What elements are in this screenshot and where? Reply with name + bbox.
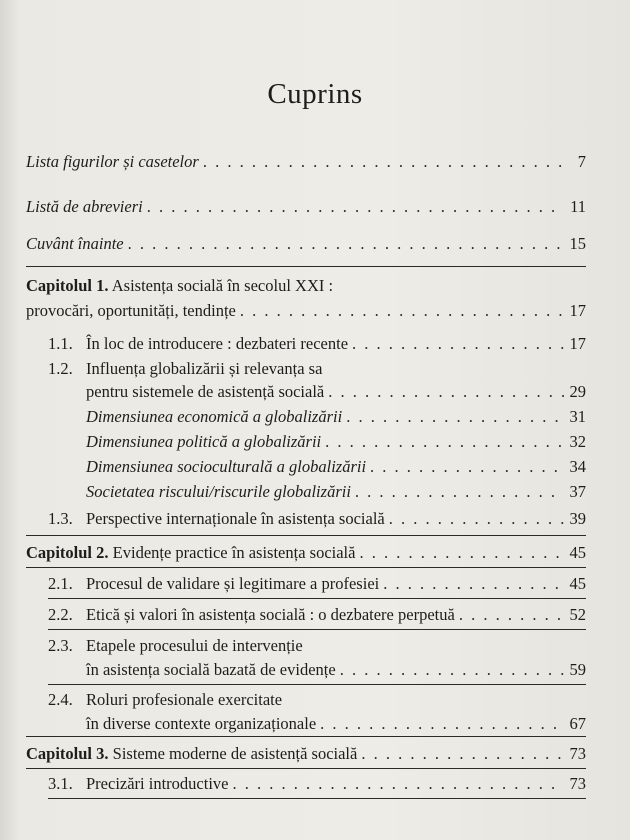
- toc-page-number: 73: [569, 744, 586, 763]
- section-label: Roluri profesionale exercitate: [86, 690, 283, 709]
- section-number: 2.2.: [48, 605, 73, 624]
- subsection-label: Dimensiunea politică a globalizării: [86, 432, 322, 451]
- toc-entry-foreword[interactable]: [26, 234, 586, 254]
- page-title: Cuprins: [267, 78, 363, 110]
- leader-dots: [361, 744, 564, 764]
- toc-entry-label: Listă de abrevieri: [26, 197, 143, 216]
- section-divider: [26, 266, 586, 267]
- chapter-2-heading[interactable]: [26, 543, 586, 563]
- toc-page-number: 39: [569, 509, 586, 528]
- leader-dots: [355, 482, 564, 502]
- section-label: pentru sistemele de asistență socială: [86, 382, 325, 401]
- leader-dots: [128, 234, 564, 254]
- subsection-label: Societatea riscului/riscurile globalizării: [86, 482, 351, 501]
- section-label: Procesul de validare și legitimare a profesiei: [86, 574, 380, 593]
- section-label: În loc de introducere : dezbateri recente: [86, 334, 349, 353]
- section-divider: [26, 567, 586, 568]
- chapter-label: Capitolul 3.: [26, 744, 109, 763]
- toc-entry-abbreviations[interactable]: [26, 197, 586, 217]
- chapter-label: Capitolul 1.: [26, 276, 109, 295]
- section-divider: [26, 736, 586, 737]
- toc-entry-label: Lista figurilor și casetelor: [26, 152, 199, 171]
- leader-dots: [325, 432, 564, 452]
- section-number: 2.3.: [48, 636, 73, 655]
- toc-subsection-economic[interactable]: [86, 407, 586, 427]
- toc-entry-figures[interactable]: [26, 152, 586, 172]
- toc-section-2-1[interactable]: [48, 574, 586, 594]
- chapter-title: Sisteme moderne de asistență socială: [112, 744, 358, 763]
- leader-dots: [240, 301, 564, 321]
- chapter-title: provocări, oportunități, tendințe: [26, 301, 236, 320]
- section-number: 2.4.: [48, 690, 73, 709]
- toc-page-number: 31: [569, 407, 586, 426]
- section-label: Etică și valori în asistența socială : o dezbatere perpetuă: [86, 605, 455, 624]
- toc-section-2-2[interactable]: [48, 605, 586, 625]
- chapter-3-heading[interactable]: [26, 744, 586, 764]
- section-divider: [48, 798, 586, 799]
- leader-dots: [346, 407, 564, 427]
- toc-page-number: 11: [570, 197, 586, 216]
- chapter-title: Asistența socială în secolul XXI :: [111, 276, 334, 295]
- section-label: în asistența socială bazată de evidențe: [86, 660, 336, 679]
- toc-section-2-3-line2[interactable]: [86, 660, 586, 680]
- chapter-1-heading[interactable]: [26, 276, 333, 296]
- toc-page-number: 32: [569, 432, 586, 451]
- toc-subsection-sociocultural[interactable]: [86, 457, 586, 477]
- toc-page-number: 29: [569, 382, 586, 401]
- section-divider: [26, 768, 586, 769]
- toc-page-number: 45: [569, 543, 586, 562]
- toc-page-number: 34: [569, 457, 586, 476]
- section-divider: [48, 684, 586, 685]
- toc-section-2-4-line2[interactable]: [86, 714, 586, 734]
- leader-dots: [203, 152, 564, 172]
- toc-page-number: 17: [569, 301, 586, 320]
- toc-page-number: 17: [569, 334, 586, 353]
- leader-dots: [232, 774, 564, 794]
- chapter-label: Capitolul 2.: [26, 543, 109, 562]
- toc-page-number: 59: [569, 660, 586, 679]
- toc-section-1-2-line2[interactable]: [86, 382, 586, 402]
- section-label: Precizări introductive: [86, 774, 229, 793]
- toc-page-number: 73: [569, 774, 586, 793]
- subsection-label: Dimensiunea economică a globalizării: [86, 407, 343, 426]
- leader-dots: [370, 457, 564, 477]
- leader-dots: [383, 574, 564, 594]
- chapter-1-heading-line2[interactable]: [26, 301, 586, 321]
- toc-page-number: 52: [569, 605, 586, 624]
- toc-section-2-3[interactable]: [48, 636, 303, 656]
- section-label: în diverse contexte organizaționale: [86, 714, 317, 733]
- section-number: 3.1.: [48, 774, 73, 793]
- leader-dots: [352, 334, 564, 354]
- toc-entry-label: Cuvânt înainte: [26, 234, 124, 253]
- toc-subsection-risk[interactable]: [86, 482, 586, 502]
- leader-dots: [320, 714, 564, 734]
- toc-section-3-1[interactable]: [48, 774, 586, 794]
- toc-page-number: 45: [569, 574, 586, 593]
- section-divider: [48, 598, 586, 599]
- section-divider: [26, 535, 586, 536]
- toc-page-number: 15: [569, 234, 586, 253]
- toc-section-1-3[interactable]: [48, 509, 586, 529]
- toc-section-1-2[interactable]: [48, 359, 322, 379]
- leader-dots: [147, 197, 564, 217]
- toc-subsection-political[interactable]: [86, 432, 586, 452]
- toc-page-number: 67: [569, 714, 586, 733]
- section-number: 2.1.: [48, 574, 73, 593]
- section-divider: [48, 629, 586, 630]
- leader-dots: [328, 382, 564, 402]
- section-number: 1.2.: [48, 359, 73, 378]
- chapter-title: Evidențe practice în asistența socială: [112, 543, 356, 562]
- section-number: 1.1.: [48, 334, 73, 353]
- leader-dots: [459, 605, 564, 625]
- section-label: Influența globalizării și relevanța sa: [86, 359, 323, 378]
- toc-page-number: 7: [577, 152, 586, 171]
- section-label: Perspective internaționale în asistența socială: [86, 509, 385, 528]
- section-number: 1.3.: [48, 509, 73, 528]
- leader-dots: [389, 509, 564, 529]
- toc-section-2-4[interactable]: [48, 690, 282, 710]
- leader-dots: [359, 543, 564, 563]
- toc-section-1-1[interactable]: [48, 334, 586, 354]
- subsection-label: Dimensiunea socioculturală a globalizării: [86, 457, 367, 476]
- toc-page-number: 37: [569, 482, 586, 501]
- leader-dots: [340, 660, 564, 680]
- section-label: Etapele procesului de intervenție: [86, 636, 303, 655]
